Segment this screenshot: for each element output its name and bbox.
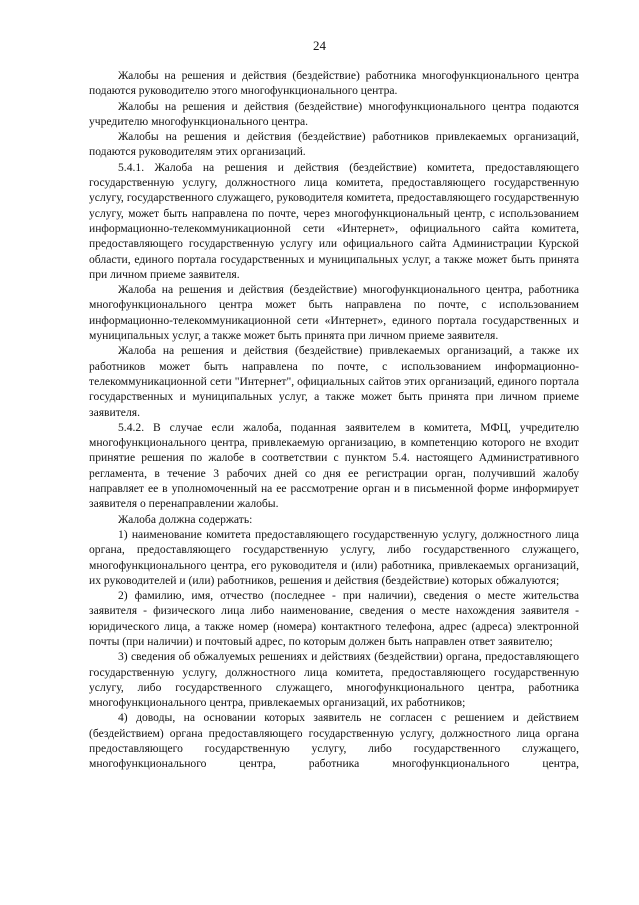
paragraph: Жалоба на решения и действия (бездействие) многофункционального центра, работника многофункционального центра может быть направлена по почте, с использованием информационно-телекоммуникационной сети «Интернет», единого портала государственных и муниципальных услуг, а также может быть принята при личном приеме заявителя. (89, 283, 579, 343)
paragraph: 5.4.1. Жалоба на решения и действия (бездействие) комитета, предоставляющего государственную услугу, должностного лица комитета, предоставляющего государственную услугу, государственного служащего, руководителя комитета, предоставляющего государственную услугу, может быть направлена по почте, через многофункциональный центр, с использованием информационно-телекоммуникационной сети «Интернет», официального сайта комитета, предоставляющего государственную услугу или официального сайта Администрации Курской области, единого портала государственных и муниципальных услуг, а также может быть принята при личном приеме заявителя. (89, 160, 579, 281)
paragraph: Жалоба должна содержать: (118, 512, 253, 526)
paragraph: 5.4.2. В случае если жалоба, поданная заявителем в комитета, МФЦ, учредителю многофункционального центра, привлекаемую организацию, в компетенцию которого не входит принятие решения по жалобе в соответствии с пунктом 5.4. настоящего Административного регламента, в течение 3 рабочих дней со дня ее регистрации орган, получивший жалобу направляет ее в уполномоченный на ее рассмотрение орган и в письменной форме информирует заявителя о перенаправлении жалобы. (89, 420, 579, 511)
page-number: 24 (313, 38, 326, 53)
list-item: 2) фамилию, имя, отчество (последнее - при наличии), сведения о месте жительства заявителя - физического лица либо наименование, сведения о месте нахождения заявителя - юридического лица, а также номер (номера) контактного телефона, адрес (адреса) электронной почты (при наличии) и почтовый адрес, по которым должен быть направлен ответ заявителю; (89, 589, 579, 648)
list-item: 4) доводы, на основании которых заявитель не согласен с решением и действием (бездействием) органа предоставляющего государственную услугу, должностного лица органа предоставляющего государственную услугу, либо государственного служащего, многофункционального центра, работника многофункционального центра, (89, 711, 579, 771)
list-item: 3) сведения об обжалуемых решениях и действиях (бездействии) органа, предоставляющего государственную услугу, должностного лица комитета, предоставляющего государственную услугу, либо государственного служащего, многофункционального центра, работника многофункционального центра, привлекаемых организаций, их работников; (89, 650, 579, 710)
paragraph: Жалоба на решения и действия (бездействие) привлекаемых организаций, а также их работников может быть направлена по почте, с использованием информационно-телекоммуникационной сети "Интернет", официальных сайтов этих организаций, единого портала государственных и муниципальных услуг, а также может быть принята при личном приеме заявителя. (89, 344, 579, 419)
paragraph: Жалобы на решения и действия (бездействие) многофункционального центра подаются учредителю многофункционального центра. (89, 99, 579, 128)
paragraph: Жалобы на решения и действия (бездействие) работников привлекаемых организаций, подаются руководителям этих организаций. (89, 130, 579, 159)
list-item: 1) наименование комитета предоставляющего государственную услугу, должностного лица органа, предоставляющего государственную услугу, либо государственного служащего, многофункционального центра, его руководителя и (или) работника, привлекаемых организаций, их руководителей и (или) работников, решения и действия (бездействие) которых обжалуются; (89, 527, 579, 587)
paragraph: Жалобы на решения и действия (бездействие) работника многофункционального центра подаются руководителю этого многофункционального центра. (89, 69, 579, 98)
document-body (89, 68, 579, 772)
